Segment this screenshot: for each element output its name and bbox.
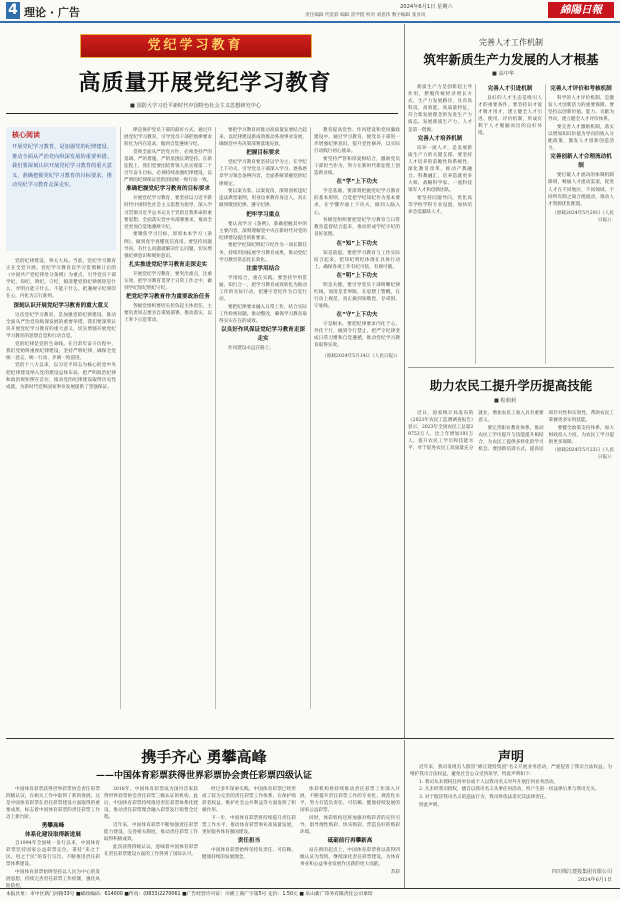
paragraph: 中国体育彩票始终坚持负责任、可信赖、健康持续的发展理念。 xyxy=(202,848,296,861)
paragraph: 近日，国家统计局发布的《2023年农民工监测调查报告》显示，2023年全国农民工总量29753万人，比上年增加191万人。提升农民工学历和技能水平，对于促进农民工高质量充分就业、增加农民工收入具有重要意义。 xyxy=(408,411,544,452)
paragraph: 知是前提。要把学习教育与工作实际结合起来，把知纪明纪体现在具体行动上，确保各项工作有纪可依、有规可循。 xyxy=(314,250,400,270)
column-divider xyxy=(475,84,476,364)
main-col-2 xyxy=(124,127,212,709)
statement-date: 2024年6月1日 xyxy=(577,877,612,883)
source-note: （原载2024年5月29日《人民日报》） xyxy=(552,210,614,223)
source-note: （原载2024年5月14日《人民日报》） xyxy=(322,353,400,359)
subheading: 体系化建设取得新进展 xyxy=(25,832,81,839)
paragraph: 学是基础。要深刻把握党纪学习教育的基本原则，自觉把学纪知纪作为基本要求，在学懂弄通上下功夫，做到入脑入心。 xyxy=(314,189,400,216)
paragraph: 中国体育彩票始终坚持以人民为中心的发展思想，持续完善责任彩票工作机制，强化风险防控。 xyxy=(6,870,100,890)
subheading: 深刻认识开展党纪学习教育的重大意义 xyxy=(13,302,109,309)
paragraph: 要坚持严管和厚爱相结合，激励党员干部担当作为，努力在新时代新征程上创造新业绩。 xyxy=(314,156,400,177)
paragraph: 下一步，中国体育彩票将持续提升责任彩票工作水平，推动体育彩票事业高质量发展，更好服务体育强国建设。 xyxy=(202,815,296,836)
right-col-3 xyxy=(548,84,614,364)
main-col-3 xyxy=(219,127,307,709)
paragraph: 作风建设永远在路上。 xyxy=(228,345,274,351)
party-banner xyxy=(80,34,312,58)
main-headline: 高质量开展党纪学习教育 xyxy=(78,70,332,96)
lottery-subhead: ——中国体育彩票获得世界彩票协会责任彩票四级认证 xyxy=(95,771,312,781)
statement-text xyxy=(410,764,612,866)
lottery-col-4 xyxy=(300,786,400,886)
lottery-headline: 携手齐心 勇攀高峰 xyxy=(141,748,267,766)
lottery-col-2 xyxy=(104,786,198,886)
paragraph: 各级党组织要把党纪学习教育与日常教育监督结合起来，推动形成学纪守纪的良好氛围。 xyxy=(314,218,400,238)
subheading: 在“学”上下功夫 xyxy=(336,179,378,186)
paragraph: 要以案为鉴、以案促改，深刻剖析违纪违法典型案例，用身边事教育身边人，真正做到敬畏纪律、遵守纪律。 xyxy=(219,189,307,209)
statement-title: 声明 xyxy=(497,750,524,765)
lottery-col-1 xyxy=(6,786,100,890)
signature: 苏彩 xyxy=(390,870,400,876)
right-bottom-byline: ■ 程莉莉 xyxy=(494,398,517,404)
paragraph: 近年来，中国体育彩票不断加强责任彩票能力建设，完善相关制度，推动责任彩票工作取得积极成效。 xyxy=(104,823,198,843)
paragraph: 要认真学习《条例》，准确把握其中的主要内容，深刻理解党中央在新时代对党的纪律建设提出的新要求。 xyxy=(219,221,307,241)
right-col-1 xyxy=(408,84,472,364)
paragraph: 体彩机构将持续推动责任彩票工作深入开展，不断提升责任彩票工作的专业化、规范化水平，努力打造负责任、可信赖、健康持续发展的国家公益彩票。 xyxy=(300,787,400,814)
right-col-2 xyxy=(478,84,542,364)
footer-text: 本报社址：市中区新门河路33号 ■邮政编码：614000 ■传真：(0833)2270061 ■广告经营许可证：川绵工商广字第5号 定价：1.50元 ■ 乐山新广印务有限责任公司承印 xyxy=(6,892,373,897)
subheading: 责任担当 xyxy=(237,838,261,845)
right-headline: 筑牢新质生产力发展的人才根基 xyxy=(423,52,599,67)
paragraph: 贯彻全面从严治党方针，必须坚持严的基调、严的措施、严的氛围长期坚持。在新征程上，我们党要团结带领人民实现第二个百年奋斗目标，必须持续加强纪律建设，以严明的纪律保证党的团结统一和行动一致。 xyxy=(124,149,212,184)
key-reading-text: 开展党纪学习教育，是加强党的纪律建设、推动全面从严治党向纵深发展的重要举措。我们要深刻认识开展党纪学习教育的重大意义，准确把握党纪学习教育的目标要求，推动党纪学习教育走深走实。 xyxy=(12,144,112,189)
paragraph: 这次党纪学习教育，是加强党的纪律建设、推动全面从严治党向纵深发展的重要举措。我们要深刻认识开展党纪学习教育的重大意义，切实增强开展党纪学习教育的思想自觉和行动自觉。 xyxy=(6,312,116,339)
banner-title: 党纪学习教育 xyxy=(147,38,244,53)
key-reading-title: 核心阅读 xyxy=(12,131,40,139)
section-divider xyxy=(404,740,405,888)
main-byline: ■ 国防大学习近平新时代中国特色社会主义思想研究中心 xyxy=(130,103,262,109)
subheading: 完善人才引进机制 xyxy=(487,86,533,92)
page-mid-rule xyxy=(6,738,614,739)
right-bottom-headline: 助力农民工提升学历提高技能 xyxy=(429,378,593,393)
paragraph: 培养一流人才，是发展新质生产力的关键支撑。要坚持人才培养的前瞻性和系统性，深化教育改革，推动产教融合、科教融汇，培养造就更多大师、战略科学家、一流科技领军人才和创新团队。 xyxy=(408,145,472,194)
subheading: 扎实推进党纪学习教育走深走实 xyxy=(128,261,208,268)
paragraph: 同时，体彩机构还将加强对购彩者的宣传引导，倡导理性购彩、快乐购彩，营造良好的购彩环境。 xyxy=(300,815,400,836)
paragraph: 此次获得四级认证，意味着中国体育彩票在责任彩票建设方面的工作得到了国际认可。 xyxy=(104,844,198,858)
subheading: 完善创新人才合理流动机制 xyxy=(550,154,612,170)
paragraph: 特此声明。 xyxy=(419,802,442,808)
right-byline: ■ 高中华 xyxy=(492,71,515,77)
paragraph: 各级党组织要切实担负起主体责任，主要负责同志要亲自谋划部署、推动落实，以上率下示范带动。 xyxy=(124,304,212,324)
subheading: 在“知”上下功夫 xyxy=(336,240,378,247)
masthead-editors: 责任编辑 代觉彩 编辑 雷学挺 校对 刘思伟 数字编辑 张亚岚 xyxy=(305,13,426,18)
paragraph: 站在新的起点上，中国体育彩票将以获得四级认证为契机，继续深化责任彩票建设，为体育事业和公益事业发展作出新的更大贡献。 xyxy=(300,848,400,868)
paragraph: 要完善职业教育体系，推动农民工学历提升与技能提升相结合，为农民工提供多样化的学习机会。要创新培训方式，提高培训针对性和实效性，帮助农民工掌握更多实用技能。 xyxy=(478,411,614,453)
paragraph: 开展党纪学习教育，要突出重点，注重实效，把学习教育贯穿于日常工作之中，做到学纪知纪明纪守纪。 xyxy=(124,271,212,291)
paragraph: 要把纪律要求融入日常工作，结合实际工作检视问题、推动整改，确保学习教育取得实实在在的成效。 xyxy=(219,304,307,324)
source-note: （原载2024年5月23日《人民日报》） xyxy=(552,447,614,460)
subheading: 以良好作风保证党纪学习教育走深走实 xyxy=(221,326,305,342)
paragraph: 2. 凡未经我司授权，擅自以我司名义从事任何活动，所产生的一切法律后果与我司无关。 xyxy=(419,787,600,793)
section-label: 理论 · 广告 xyxy=(24,6,80,19)
subheading: 准确把握党纪学习教育的目标要求 xyxy=(126,186,210,193)
column-divider xyxy=(120,127,121,709)
paragraph: 党的纪律建设，事关大局。当前，党纪学习教育正在全党开展。党纪学习教育以学习贯彻修订后的《中国共产党纪律处分条例》为重点，引导党员干部学纪、知纪、明纪、守纪，搞清楚党的纪律规矩是什么，弄明白能干什么、不能干什么，把遵规守纪刻印在心，内化为言行准则。 xyxy=(6,259,116,300)
main-col-4 xyxy=(314,127,400,709)
newspaper-logo: 綿陽日報 xyxy=(548,2,614,18)
column-divider xyxy=(545,84,546,364)
paragraph: 要健全政策支持体系，加大财政投入力度，为农民工学习提供更多保障。 xyxy=(548,425,614,445)
masthead-rule xyxy=(0,21,620,23)
subheading: 完善人才培养机制 xyxy=(417,135,463,142)
paragraph: 1. 我司从未授权任何单位或个人以我司名义对外开展任何业务活动。 xyxy=(419,779,559,785)
headline-rule xyxy=(6,113,398,114)
paragraph: 近年来，我司发现有人假冒“绵江建投集团”名义开展业务活动，严重侵害了我司合法权益。为维护我司合法权益，避免社会公众受到误导，特此声明如下： xyxy=(410,765,612,778)
key-reading-box xyxy=(6,127,116,251)
lottery-col-3 xyxy=(202,786,296,886)
paragraph: 3. 对于假冒我司名义的违法行为，我司将依法追究其法律责任。 xyxy=(419,795,549,801)
right-section-rule xyxy=(408,367,614,368)
masthead-date: 2024年6月1日 星期六 xyxy=(400,4,453,10)
right-bottom-text xyxy=(408,410,614,736)
subheading: 勇攀高峰 xyxy=(41,823,65,830)
statement-company: 四川绵江建投集团有限公司 xyxy=(551,869,612,875)
subheading: 完善人才评价和考核机制 xyxy=(550,86,612,92)
masthead xyxy=(0,0,620,22)
subheading: 注重学用结合 xyxy=(246,265,280,272)
paragraph: 中国体育彩票获得世界彩票协会责任彩票四级认证，在相关工作中取得了新的进展。这是中国体育彩票在责任彩票建设方面取得的重要成果，标志着中国体育彩票的责任彩票工作迈上新台阶。 xyxy=(6,787,100,821)
paragraph: 明是关键。要引导党员干部明晰纪律红线，划清是非界限，在思想上警醒、在行动上规范，真正做到知敬畏、存戒惧、守底线。 xyxy=(314,282,400,310)
footer-rule xyxy=(0,888,620,889)
column-divider xyxy=(215,127,216,709)
subheading: 把牢学习重点 xyxy=(246,211,280,218)
paragraph: 要把学习教育同推动高质量发展结合起来，以纪律建设新成效推动各项事业发展，确保党中央决策部署落地见效。 xyxy=(219,128,307,148)
subheading: 把党纪学习教育作为重要政治任务 xyxy=(126,294,210,301)
paragraph: 守是根本。要把纪律要求内化于心、外化于行，做到令行禁止，把严守纪律变成日常习惯和自觉遵循，推动党纪学习教育取得实效。 xyxy=(314,322,400,349)
paragraph: 要把学纪知纪明纪守纪作为一项长期任务，持续巩固拓展学习教育成果，推动党纪学习教育常态化长效化。 xyxy=(219,243,307,263)
page-number: 4 xyxy=(6,2,20,19)
paragraph: 良好的人才生态是吸引人才的重要条件。要坚持识才爱才敬才用才，建立健全人才引进、使用、评价机制，形成有利于人才脱颖而出的良好环境。 xyxy=(478,96,542,137)
paragraph: 要打破人才流动的体制机制障碍，畅通人才流动渠道，促进人才在不同地区、不同领域、不同所有制之间合理流动，推动人才资源优化配置。 xyxy=(548,173,614,207)
paragraph: 要聚焦学习目标，原原本本学习《条例》，做到真学真懂真信真用。要坚持问题导向，有什么问题就解决什么问题，切实增强纪律意识和规矩意识。 xyxy=(124,232,212,259)
paragraph: 新质生产力是创新起主导作用，摆脱传统经济增长方式、生产力发展路径，具有高科技、高效能、高质量特征，符合新发展理念的先进生产力质态。发展新质生产力，人才是第一资源。 xyxy=(408,85,472,133)
paragraph: 经过多年探索实践，中国体育彩票已经形成了较为完善的责任彩票工作体系，在保护购彩者权益、维护社会公共利益等方面发挥了积极作用。 xyxy=(202,787,296,814)
subheading: 把握目标要求 xyxy=(246,150,280,157)
paragraph: 自1994年全国统一发行以来，中国体育彩票坚持国家公益彩票定位，秉持“来之于民、用之于民”的发行宗旨，不断推进责任彩票体系建设。 xyxy=(6,841,100,868)
paragraph: 要坚持问题导向，优化高等学校学科专业设置，加快培养急需紧缺人才。 xyxy=(408,195,472,216)
subheading: 砥砺前行再攀新高 xyxy=(327,838,373,845)
paragraph: 2018年，中国体育彩票成为国内首家获得世界彩票协会责任彩票三级认证的机构。此后，中国体育彩票持续推进责任彩票体系化建设，推动责任彩票理念融入彩票发行销售全过程。 xyxy=(104,787,198,821)
right-kicker: 完善人才工作机制 xyxy=(479,38,543,47)
paragraph: 党纪学习教育要坚持以学为主，在学纪上下功夫，引导党员干部深入学习、逐条逐章学习领会条例内容，全面系统掌握党的纪律规定。 xyxy=(219,160,307,187)
paragraph: 要完善人才激励机制，落实以增加知识价值为导向的收入分配政策，激发人才创新创造活力。 xyxy=(548,124,614,152)
subheading: 在“明”上下功夫 xyxy=(336,272,378,279)
main-col-1 xyxy=(6,258,116,710)
column-divider xyxy=(310,127,311,709)
paragraph: 律是保护党员干部的最好方式。通过开展党纪学习教育，引导党员干部把他律要求转化为内在追求，做到自觉遵规守纪。 xyxy=(124,128,212,148)
paragraph: 学用结合，重在实践。要坚持学用贯通、知行合一，把学习教育成效转化为推动工作的实际行动，把遵守党纪作为自觉行动。 xyxy=(219,275,307,302)
subheading: 在“守”上下功夫 xyxy=(336,312,378,319)
paragraph: 党的十八大以来，以习近平同志为核心的党中央把纪律建设纳入党的建设总体布局，把严明政治纪律和政治规矩摆在首位，推动党的纪律建设取得历史性成就，为新时代党和国家事业发展提供了坚强保证。 xyxy=(6,363,116,390)
section-divider xyxy=(404,24,405,738)
paragraph: 党的纪律是党的生命线。在百余年奋斗历程中，我们党始终重视纪律建设，坚持严明纪律，确保全党统一意志、统一行动、步调一致前进。 xyxy=(6,341,116,361)
paragraph: 开展党纪学习教育，要坚持以习近平新时代中国特色社会主义思想为指导，深入学习贯彻习近平总书记关于党的自我革命的重要思想，全面落实党中央部署要求，推动全党更加自觉地遵规守纪。 xyxy=(124,196,212,230)
paragraph: 教育提高党性、作风建设和党风廉政建设中。通过学习教育，使党员干部进一步增强纪律意识，提升党性修养，以实际行动践行初心使命。 xyxy=(314,128,400,155)
paragraph: 科学的人才评价机制，是激发人才创新活力的重要保障。要坚持以创新价值、能力、贡献为导向，建立健全人才评价体系。 xyxy=(548,96,614,123)
